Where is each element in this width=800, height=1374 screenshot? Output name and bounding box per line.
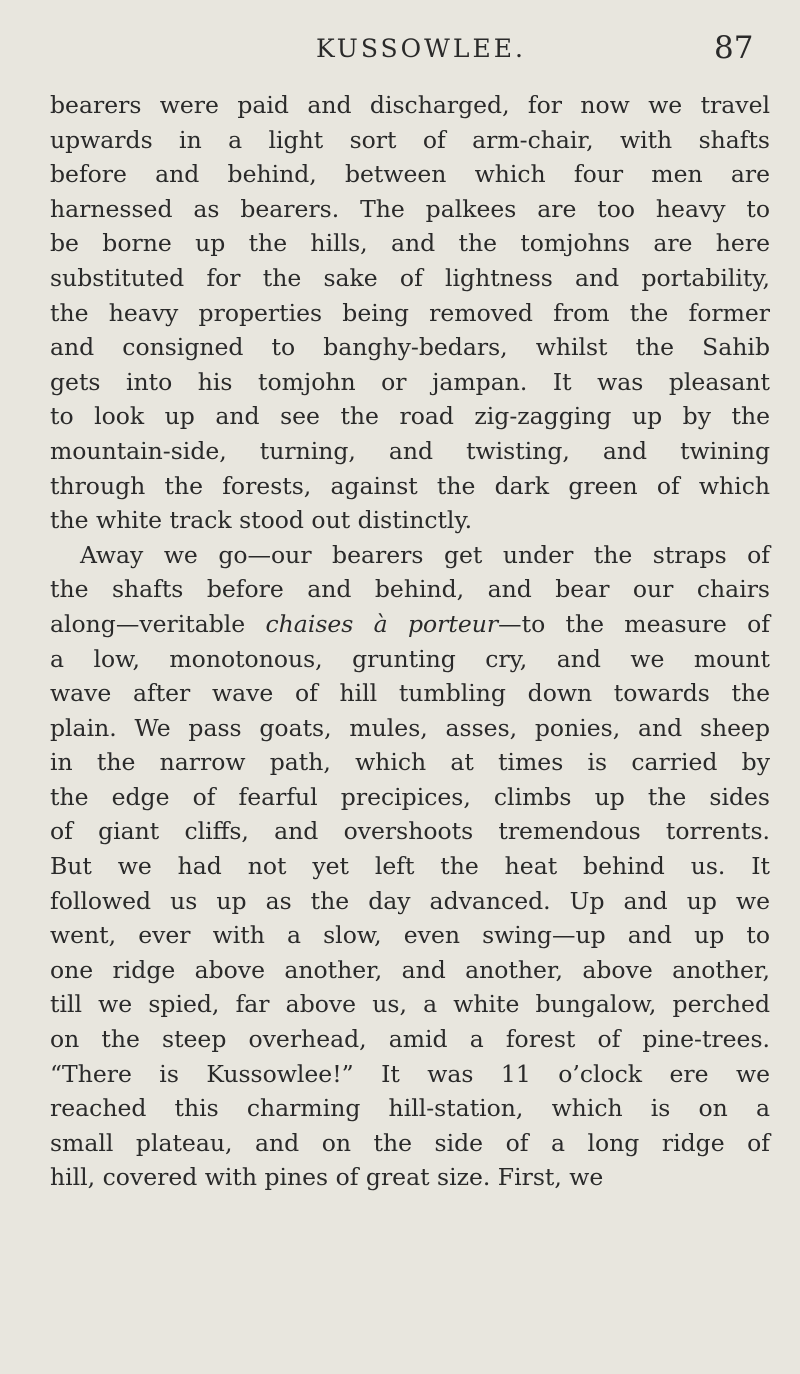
text-line: to look up and see the road zig-zagging up by the: [50, 402, 770, 431]
text-line: upwards in a light sort of arm-chair, with shafts: [50, 125, 770, 154]
text-line: before and behind, between which four men are: [50, 160, 770, 189]
text-line: in the narrow path, which at times is carried by: [50, 748, 770, 777]
text-line: through the forests, against the dark green of which: [50, 471, 770, 500]
text-line: plain. We pass goats, mules, asses, ponies, and sheep: [50, 713, 770, 742]
text-line: wave after wave of hill tumbling down towards the: [50, 679, 770, 708]
text-line: went, ever with a slow, even swing—up and up to: [50, 921, 770, 950]
text-line: a low, monotonous, grunting cry, and we mount: [50, 644, 770, 673]
text-line: reached this charming hill-station, which is on a: [50, 1094, 770, 1123]
running-title: KUSSOWLEE.: [316, 34, 526, 63]
body-text: [50, 88, 770, 1195]
text-line: the edge of fearful precipices, climbs up the sides: [50, 782, 770, 811]
text-line: the white track stood out distinctly.: [50, 506, 473, 535]
text-line: of giant cliffs, and overshoots tremendous torrents.: [50, 817, 770, 846]
text-line: mountain-side, turning, and twisting, and twining: [50, 436, 770, 465]
text-line: gets into his tomjohn or jampan. It was pleasant: [50, 367, 770, 396]
text-line: and consigned to banghy-bedars, whilst the Sahib: [50, 333, 770, 362]
text-line: the heavy properties being removed from the former: [50, 298, 770, 327]
text-line: followed us up as the day advanced. Up and up we: [50, 886, 770, 915]
text-line: be borne up the hills, and the tomjohns are here: [50, 229, 770, 258]
text-line: Away we go—our bearers get under the straps of: [80, 540, 770, 569]
text-line: the shafts before and behind, and bear our chairs: [50, 575, 770, 604]
running-head: [0, 30, 800, 70]
text-line: small plateau, and on the side of a long ridge of: [50, 1128, 770, 1157]
text-line: bearers were paid and discharged, for now we travel: [50, 91, 770, 119]
text-line-with-italic: [50, 607, 770, 642]
text-line: one ridge above another, and another, above another,: [50, 955, 770, 984]
text-line: “There is Kussowlee!” It was 11 o’clock ere we: [50, 1059, 770, 1088]
text-run: along—veritable: [50, 609, 266, 638]
text-line: substituted for the sake of lightness and portability,: [50, 263, 770, 292]
text-line: till we spied, far above us, a white bungalow, perched: [50, 990, 770, 1019]
italic-phrase: chaises à porteur: [265, 609, 499, 638]
page-number: 87: [714, 30, 754, 66]
text-line: hill, covered with pines of great size. First, we: [50, 1163, 604, 1192]
text-run: —to the measure of: [498, 609, 770, 638]
text-line: on the steep overhead, amid a forest of pine-trees.: [50, 1025, 770, 1054]
text-line: But we had not yet left the heat behind us. It: [50, 852, 770, 881]
text-line: harnessed as bearers. The palkees are too heavy to: [50, 194, 770, 223]
